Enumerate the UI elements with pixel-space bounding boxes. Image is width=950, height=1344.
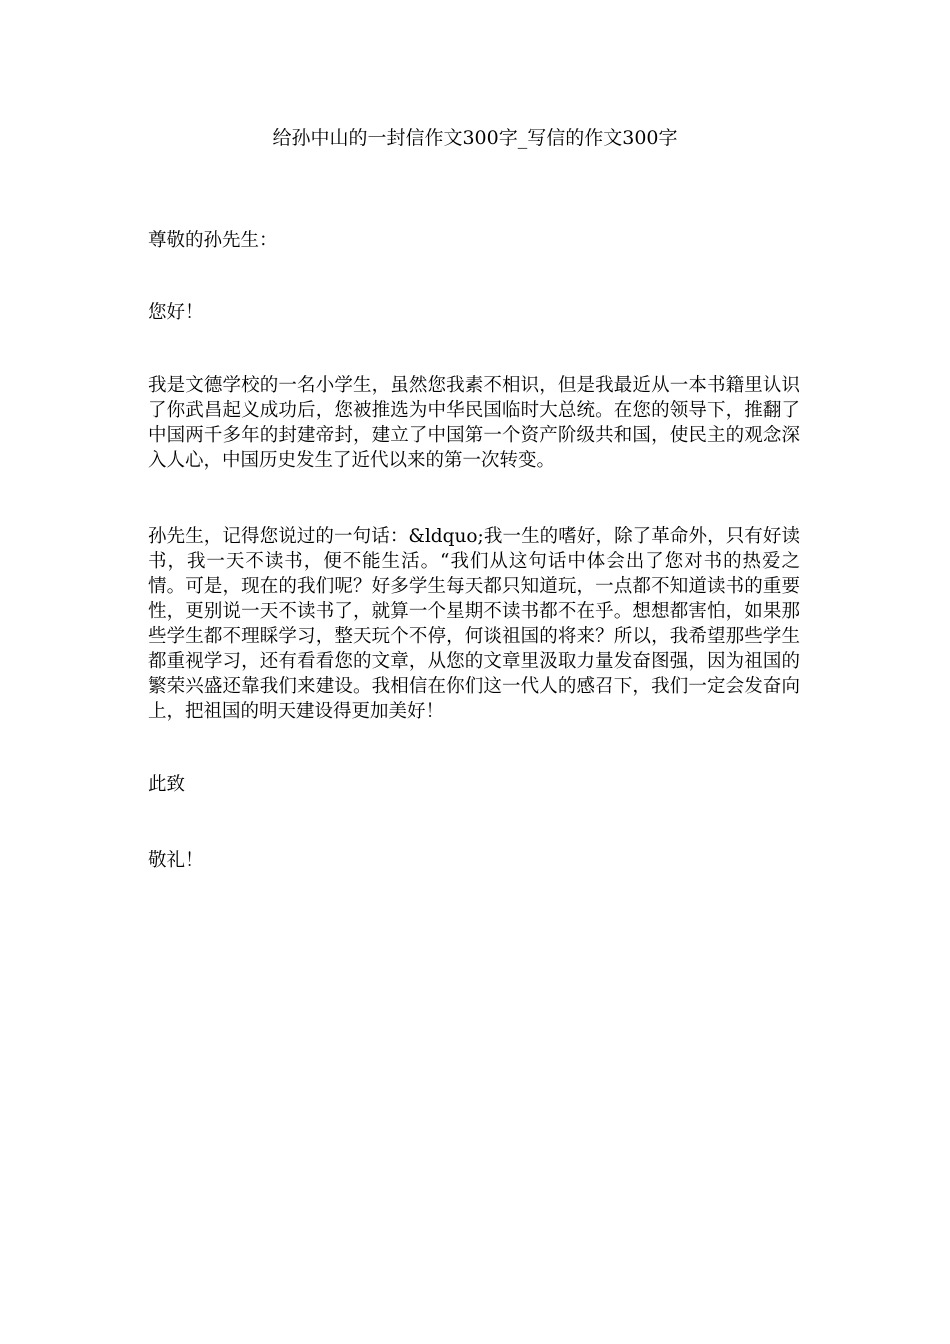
closing-line-2: 敬礼！: [148, 850, 204, 871]
body-paragraph-1: 我是文德学校的一名小学生，虽然您我素不相识，但是我最近从一本书籍里认识了你武昌起义成功后，您被推选为中华民国临时大总统。在您的领导下，推翻了中国两千多年的封建帝封，建立了中国第一个资产阶级共和国，使民主的观念深入人心，中国历史发生了近代以来的第一次转变。: [148, 375, 800, 471]
greeting: 您好！: [148, 302, 204, 323]
closing-line-1: 此致: [148, 774, 186, 795]
page-title: 给孙中山的一封信作文300字_写信的作文300字: [272, 127, 678, 149]
salutation: 尊敬的孙先生：: [148, 230, 278, 251]
body-paragraph-2: 孙先生，记得您说过的一句话：&ldquo;我一生的嗜好，除了革命外，只有好读书，我一天不读书，便不能生活。“我们从这句话中体会出了您对书的热爱之情。可是，现在的我们呢？好多学生每天都只知道玩，一点都不知道读书的重要性，更别说一天不读书了，就算一个星期不读书都不在乎。想想都害怕，如果那些学生都不理睬学习，整天玩个不停，何谈祖国的将来？所以，我希望那些学生都重视学习，还有看看您的文章，从您的文章里汲取力量发奋图强，因为祖国的繁荣兴盛还靠我们来建设。我相信在你们这一代人的感召下，我们一定会发奋向上，把祖国的明天建设得更加美好！: [148, 526, 800, 722]
